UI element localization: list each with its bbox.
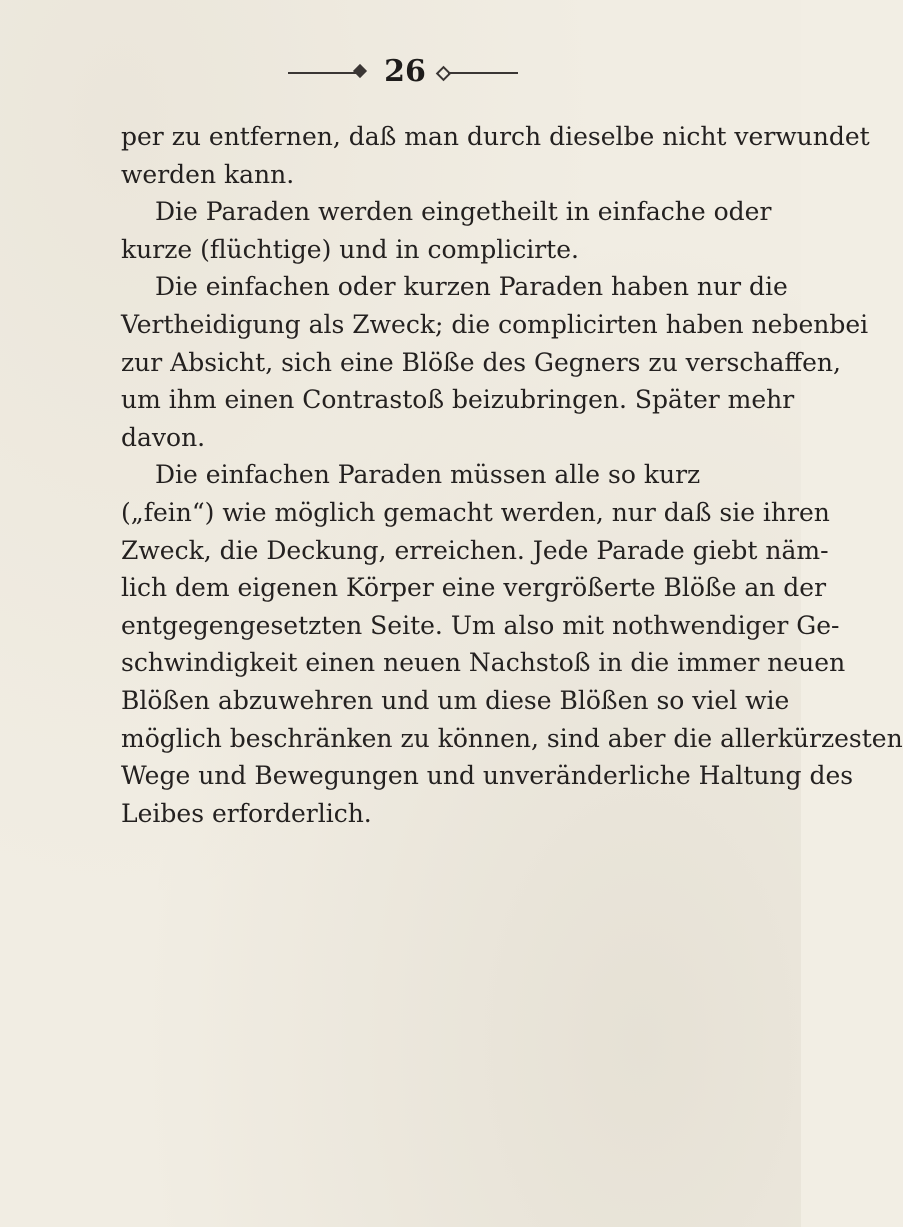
text-line: Die Paraden werden eingetheilt in einfache oder <box>155 197 772 227</box>
text-line: Die einfachen oder kurzen Paraden haben nur die <box>155 272 788 302</box>
text-line: entgegengesetzten Seite. Um also mit nothwendiger Ge- <box>121 610 840 640</box>
body-text <box>121 118 903 832</box>
text-line: Zweck, die Deckung, erreichen. Jede Parade giebt näm- <box>121 535 829 565</box>
header-rule-right <box>448 72 518 74</box>
text-line: um ihm einen Contrastoß beizubringen. Später mehr <box>121 385 795 415</box>
text-line: Die einfachen Paraden müssen alle so kurz <box>155 460 701 490</box>
text-line: möglich beschränken zu können, sind aber die allerkürzesten <box>121 723 903 753</box>
text-line: Vertheidigung als Zweck; die complicirten haben nebenbei <box>121 309 869 339</box>
text-line: kurze (flüchtige) und in complicirte. <box>121 234 579 264</box>
text-line: Wege und Bewegungen und unveränderliche Haltung des <box>121 761 854 791</box>
text-line: Blößen abzuwehren und um diese Blößen so viel wie <box>121 685 790 715</box>
text-line: davon. <box>121 422 206 452</box>
text-line: lich dem eigenen Körper eine vergrößerte Blöße an der <box>121 573 827 603</box>
text-line: werden kann. <box>121 159 295 189</box>
text-line: Leibes erforderlich. <box>121 798 372 828</box>
text-line: („fein“) wie möglich gemacht werden, nur daß sie ihren <box>121 497 830 527</box>
page-header <box>0 52 801 92</box>
text-line: zur Absicht, sich eine Blöße des Gegners zu verschaffen, <box>121 347 841 377</box>
text-line: schwindigkeit einen neuen Nachstoß in die immer neuen <box>121 648 846 678</box>
header-rule-left <box>288 72 358 74</box>
ornament-diamond-icon <box>353 64 367 78</box>
page-number: 26 <box>384 54 426 89</box>
text-line: per zu entfernen, daß man durch dieselbe nicht verwundet <box>121 122 870 151</box>
